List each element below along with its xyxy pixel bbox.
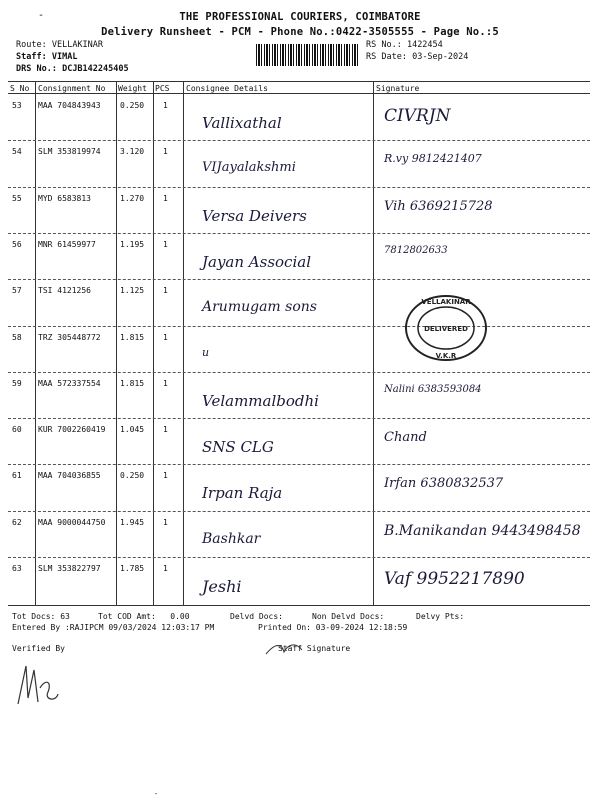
row-divider: [8, 233, 590, 234]
printed-on: Printed On: 03-09-2024 12:18:59: [258, 623, 408, 632]
col-header-sno: S No: [10, 84, 30, 93]
row-pcs: 1: [163, 101, 168, 110]
col-header-signature: Signature: [376, 84, 420, 93]
table-header-rule: [8, 93, 590, 94]
col-divider: [35, 81, 36, 605]
col-divider: [183, 81, 184, 605]
row-consignee: SNS CLG: [202, 438, 274, 456]
row-consignee: Jeshi: [202, 577, 242, 596]
row-divider: [8, 140, 590, 141]
row-consignee: Jayan Associal: [202, 253, 311, 271]
rs-no-value: 1422454: [406, 40, 443, 50]
col-header-weight: Weight: [118, 84, 147, 93]
company-title: THE PROFESSIONAL COURIERS, COIMBATORE: [179, 11, 421, 23]
row-sno: 60: [12, 425, 22, 434]
row-pcs: 1: [163, 194, 168, 203]
staff-line: Staff: VIMAL: [16, 52, 78, 62]
row-pcs: 1: [163, 286, 168, 295]
tot-cod-value: 0.00: [170, 612, 190, 621]
row-divider: [8, 372, 590, 373]
row-pcs: 1: [163, 379, 168, 388]
barcode-image: [256, 44, 358, 66]
row-sno: 55: [12, 194, 22, 203]
row-weight: 0.250: [120, 471, 145, 480]
row-consignee: Irpan Raja: [202, 484, 283, 502]
non-delvd-docs-label: Non Delvd Docs:: [312, 612, 385, 621]
row-pcs: 1: [163, 333, 168, 342]
tick-mark: -: [38, 10, 45, 21]
tot-docs-value: 63: [60, 612, 70, 621]
staff-signature-label: Staff Signature: [278, 644, 351, 653]
row-consignee: Bashkar: [202, 531, 261, 547]
row-weight: 1.815: [120, 379, 145, 388]
col-header-consignee: Consignee Details: [186, 84, 268, 93]
row-divider: [8, 557, 590, 558]
row-signature: B.Manikandan 9443498458: [384, 523, 581, 539]
row-signature: CIVRJN: [384, 106, 451, 126]
row-pcs: 1: [163, 147, 168, 156]
row-weight: 3.120: [120, 147, 145, 156]
row-pcs: 1: [163, 564, 168, 573]
row-pcs: 1: [163, 240, 168, 249]
row-signature: Chand: [384, 430, 427, 445]
row-signature: Nalini 6383593084: [384, 384, 482, 395]
row-weight: 1.270: [120, 194, 145, 203]
row-sno: 62: [12, 518, 22, 527]
route-value: VELLAKINAR: [51, 40, 104, 50]
row-weight: 1.785: [120, 564, 145, 573]
row-consignment-no: MAA 704843943: [38, 101, 101, 110]
row-signature: Irfan 6380832537: [384, 476, 504, 491]
row-signature: 7812802633: [384, 245, 448, 256]
staff-signature-mark: [262, 640, 322, 658]
runsheet-subtitle: Delivery Runsheet - PCM - Phone No.:0422-3505555 - Page No.:5: [101, 26, 499, 38]
staff-value: VIMAL: [51, 52, 78, 62]
row-consignee: Velammalbodhi: [202, 392, 319, 410]
row-signature: Vaf 9952217890: [384, 569, 525, 589]
row-pcs: 1: [163, 471, 168, 480]
row-divider: [8, 326, 590, 327]
table-top-rule: [8, 81, 590, 82]
row-consignee: Versa Deivers: [202, 207, 307, 225]
row-sno: 54: [12, 147, 22, 156]
row-sno: 63: [12, 564, 22, 573]
row-consignment-no: MAA 572337554: [38, 379, 101, 388]
route-line: Route: VELLAKINAR: [16, 40, 104, 50]
row-pcs: 1: [163, 518, 168, 527]
entered-by: Entered By :RAJIPCM 09/03/2024 12:03:17 PM: [12, 623, 215, 632]
row-consignee: u: [202, 346, 210, 359]
tot-cod: Tot COD Amt: 0.00: [98, 612, 190, 621]
stamp-top-text: VELLAKINAR: [421, 298, 471, 306]
col-divider: [373, 81, 374, 605]
row-weight: 1.815: [120, 333, 145, 342]
delivered-stamp: [400, 292, 498, 364]
col-divider: [116, 81, 117, 605]
stamp-center-text: DELIVERED: [424, 325, 468, 333]
row-consignment-no: MNR 61459977: [38, 240, 96, 249]
row-consignment-no: KUR 7002260419: [38, 425, 106, 434]
row-weight: 0.250: [120, 101, 145, 110]
drs-line: DRS No.: DCJB142245405: [16, 64, 129, 74]
table-bottom-rule: [8, 605, 590, 606]
row-weight: 1.195: [120, 240, 145, 249]
row-divider: [8, 464, 590, 465]
row-signature: Vih 6369215728: [384, 199, 493, 214]
verified-by-label: Verified By: [12, 644, 65, 653]
row-consignee: VIJayalakshmi: [202, 160, 296, 175]
row-consignment-no: SLM 353819974: [38, 147, 101, 156]
row-weight: 1.045: [120, 425, 145, 434]
row-signature: R.vy 9812421407: [384, 152, 482, 165]
verifier-signature: [12, 658, 62, 710]
row-divider: [8, 511, 590, 512]
row-consignment-no: MAA 704036855: [38, 471, 101, 480]
row-consignment-no: TSI 4121256: [38, 286, 91, 295]
col-header-pcs: PCS: [155, 84, 170, 93]
page-dot: -: [154, 790, 159, 798]
row-weight: 1.125: [120, 286, 145, 295]
row-sno: 58: [12, 333, 22, 342]
row-sno: 53: [12, 101, 22, 110]
rs-date-line: RS Date: 03-Sep-2024: [366, 52, 469, 62]
stamp-bottom-text: V.K.R: [435, 352, 457, 360]
delvd-docs-label: Delvd Docs:: [230, 612, 283, 621]
row-pcs: 1: [163, 425, 168, 434]
row-consignment-no: SLM 353822797: [38, 564, 101, 573]
row-consignee: Vallixathal: [202, 114, 282, 132]
row-sno: 57: [12, 286, 22, 295]
drs-value: DCJB142245405: [62, 64, 129, 74]
rs-date-value: 03-Sep-2024: [412, 52, 469, 62]
row-consignee: Arumugam sons: [202, 299, 317, 315]
row-sno: 61: [12, 471, 22, 480]
rs-no-line: RS No.: 1422454: [366, 40, 443, 50]
row-consignment-no: TRZ 305448772: [38, 333, 101, 342]
col-header-consignment: Consignment No: [38, 84, 106, 93]
row-sno: 59: [12, 379, 22, 388]
row-divider: [8, 279, 590, 280]
tot-docs: Tot Docs: 63: [12, 612, 70, 621]
row-sno: 56: [12, 240, 22, 249]
row-divider: [8, 418, 590, 419]
row-consignment-no: MAA 9000044750: [38, 518, 106, 527]
row-weight: 1.945: [120, 518, 145, 527]
col-divider: [153, 81, 154, 605]
row-consignment-no: MYD 6583813: [38, 194, 91, 203]
delvy-pts-label: Delvy Pts:: [416, 612, 465, 621]
row-divider: [8, 187, 590, 188]
